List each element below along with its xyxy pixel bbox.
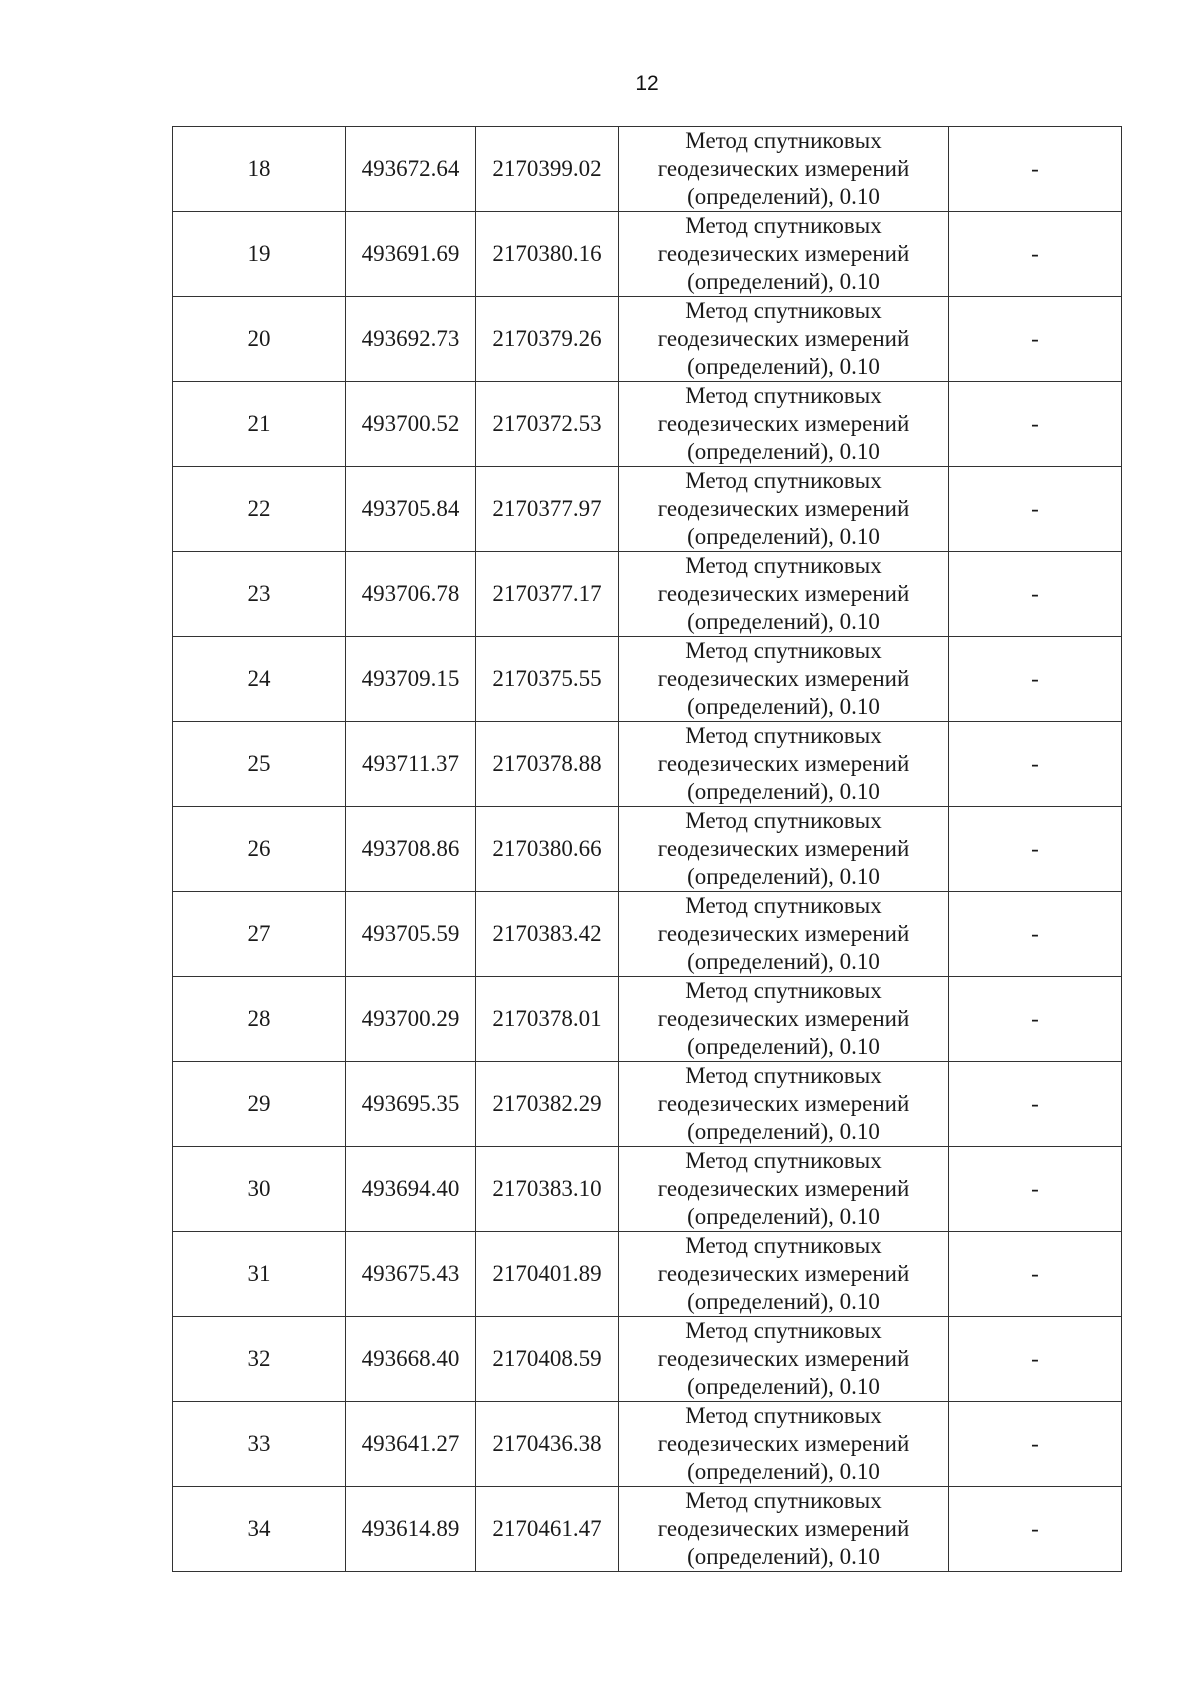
x-coordinate-cell: 493706.78: [346, 552, 476, 637]
method-accuracy-cell: [619, 977, 949, 1062]
point-number-cell: 26: [173, 807, 346, 892]
table-row: [173, 1402, 1122, 1487]
method-text-line: Метод спутниковых: [685, 298, 882, 323]
method-text-line: (определений), 0.10: [687, 184, 880, 209]
y-coordinate-cell: 2170380.16: [476, 212, 619, 297]
method-text-line: (определений), 0.10: [687, 609, 880, 634]
y-coordinate-cell: 2170399.02: [476, 127, 619, 212]
method-text-line: (определений), 0.10: [687, 864, 880, 889]
method-text-line: (определений), 0.10: [687, 1459, 880, 1484]
table-row: [173, 977, 1122, 1062]
point-number-cell: 34: [173, 1487, 346, 1572]
method-text-line: геодезических измерений: [657, 1006, 910, 1031]
method-text-line: геодезических измерений: [657, 1516, 910, 1541]
y-coordinate-cell: 2170372.53: [476, 382, 619, 467]
method-text-line: (определений), 0.10: [687, 694, 880, 719]
method-text-line: (определений), 0.10: [687, 439, 880, 464]
table-row: [173, 1232, 1122, 1317]
note-cell: -: [949, 467, 1122, 552]
y-coordinate-cell: 2170461.47: [476, 1487, 619, 1572]
y-coordinate-cell: 2170379.26: [476, 297, 619, 382]
x-coordinate-cell: 493694.40: [346, 1147, 476, 1232]
method-text-line: Метод спутниковых: [685, 1063, 882, 1088]
note-cell: -: [949, 127, 1122, 212]
table-row: [173, 1317, 1122, 1402]
method-text-line: Метод спутниковых: [685, 893, 882, 918]
y-coordinate-cell: 2170408.59: [476, 1317, 619, 1402]
x-coordinate-cell: 493614.89: [346, 1487, 476, 1572]
y-coordinate-cell: 2170380.66: [476, 807, 619, 892]
method-text-line: геодезических измерений: [657, 921, 910, 946]
note-cell: -: [949, 297, 1122, 382]
note-cell: -: [949, 1402, 1122, 1487]
x-coordinate-cell: 493708.86: [346, 807, 476, 892]
y-coordinate-cell: 2170378.88: [476, 722, 619, 807]
method-accuracy-cell: [619, 1147, 949, 1232]
method-text-line: Метод спутниковых: [685, 723, 882, 748]
note-cell: -: [949, 212, 1122, 297]
x-coordinate-cell: 493695.35: [346, 1062, 476, 1147]
method-accuracy-cell: [619, 722, 949, 807]
x-coordinate-cell: 493705.59: [346, 892, 476, 977]
x-coordinate-cell: 493711.37: [346, 722, 476, 807]
method-text-line: Метод спутниковых: [685, 1233, 882, 1258]
point-number-cell: 28: [173, 977, 346, 1062]
page-number: 12: [635, 72, 659, 95]
method-accuracy-cell: [619, 467, 949, 552]
point-number-cell: 29: [173, 1062, 346, 1147]
method-text-line: геодезических измерений: [657, 1261, 910, 1286]
y-coordinate-cell: 2170383.42: [476, 892, 619, 977]
method-text-line: геодезических измерений: [657, 1431, 910, 1456]
x-coordinate-cell: 493668.40: [346, 1317, 476, 1402]
x-coordinate-cell: 493692.73: [346, 297, 476, 382]
point-number-cell: 21: [173, 382, 346, 467]
method-text-line: (определений), 0.10: [687, 1034, 880, 1059]
y-coordinate-cell: 2170375.55: [476, 637, 619, 722]
point-number-cell: 22: [173, 467, 346, 552]
method-text-line: геодезических измерений: [657, 411, 910, 436]
y-coordinate-cell: 2170378.01: [476, 977, 619, 1062]
x-coordinate-cell: 493709.15: [346, 637, 476, 722]
method-text-line: Метод спутниковых: [685, 383, 882, 408]
method-text-line: Метод спутниковых: [685, 1318, 882, 1343]
point-number-cell: 33: [173, 1402, 346, 1487]
table-body: [173, 127, 1122, 1572]
table-row: [173, 212, 1122, 297]
note-cell: -: [949, 382, 1122, 467]
method-text-line: Метод спутниковых: [685, 1403, 882, 1428]
point-number-cell: 30: [173, 1147, 346, 1232]
method-accuracy-cell: [619, 552, 949, 637]
x-coordinate-cell: 493641.27: [346, 1402, 476, 1487]
method-accuracy-cell: [619, 1232, 949, 1317]
note-cell: -: [949, 552, 1122, 637]
point-number-cell: 20: [173, 297, 346, 382]
point-number-cell: 32: [173, 1317, 346, 1402]
note-cell: -: [949, 722, 1122, 807]
table-row: [173, 807, 1122, 892]
note-cell: -: [949, 637, 1122, 722]
method-text-line: Метод спутниковых: [685, 468, 882, 493]
note-cell: -: [949, 977, 1122, 1062]
table-row: [173, 637, 1122, 722]
method-text-line: геодезических измерений: [657, 156, 910, 181]
table-row: [173, 1147, 1122, 1232]
method-text-line: геодезических измерений: [657, 836, 910, 861]
method-text-line: геодезических измерений: [657, 496, 910, 521]
method-accuracy-cell: [619, 1402, 949, 1487]
point-number-cell: 18: [173, 127, 346, 212]
method-text-line: геодезических измерений: [657, 326, 910, 351]
note-cell: -: [949, 1147, 1122, 1232]
note-cell: -: [949, 892, 1122, 977]
method-accuracy-cell: [619, 1317, 949, 1402]
x-coordinate-cell: 493672.64: [346, 127, 476, 212]
x-coordinate-cell: 493705.84: [346, 467, 476, 552]
table-row: [173, 297, 1122, 382]
y-coordinate-cell: 2170401.89: [476, 1232, 619, 1317]
table-row: [173, 722, 1122, 807]
method-text-line: (определений), 0.10: [687, 1544, 880, 1569]
method-text-line: (определений), 0.10: [687, 779, 880, 804]
method-accuracy-cell: [619, 382, 949, 467]
method-text-line: Метод спутниковых: [685, 978, 882, 1003]
y-coordinate-cell: 2170377.97: [476, 467, 619, 552]
note-cell: -: [949, 1062, 1122, 1147]
x-coordinate-cell: 493691.69: [346, 212, 476, 297]
y-coordinate-cell: 2170377.17: [476, 552, 619, 637]
method-text-line: (определений), 0.10: [687, 1289, 880, 1314]
note-cell: -: [949, 1317, 1122, 1402]
note-cell: -: [949, 807, 1122, 892]
point-number-cell: 19: [173, 212, 346, 297]
method-accuracy-cell: [619, 127, 949, 212]
method-text-line: (определений), 0.10: [687, 524, 880, 549]
table-row: [173, 1062, 1122, 1147]
point-number-cell: 24: [173, 637, 346, 722]
method-text-line: (определений), 0.10: [687, 949, 880, 974]
method-text-line: геодезических измерений: [657, 1091, 910, 1116]
method-text-line: Метод спутниковых: [685, 808, 882, 833]
method-text-line: (определений), 0.10: [687, 354, 880, 379]
method-text-line: Метод спутниковых: [685, 638, 882, 663]
table-row: [173, 382, 1122, 467]
table-row: [173, 467, 1122, 552]
y-coordinate-cell: 2170436.38: [476, 1402, 619, 1487]
method-text-line: Метод спутниковых: [685, 1488, 882, 1513]
point-number-cell: 23: [173, 552, 346, 637]
method-text-line: геодезических измерений: [657, 1176, 910, 1201]
point-number-cell: 25: [173, 722, 346, 807]
method-text-line: (определений), 0.10: [687, 269, 880, 294]
table-row: [173, 892, 1122, 977]
point-number-cell: 27: [173, 892, 346, 977]
y-coordinate-cell: 2170383.10: [476, 1147, 619, 1232]
point-number-cell: 31: [173, 1232, 346, 1317]
method-accuracy-cell: [619, 637, 949, 722]
note-cell: -: [949, 1487, 1122, 1572]
table-row: [173, 552, 1122, 637]
method-text-line: геодезических измерений: [657, 751, 910, 776]
method-text-line: Метод спутниковых: [685, 553, 882, 578]
method-accuracy-cell: [619, 297, 949, 382]
method-text-line: (определений), 0.10: [687, 1374, 880, 1399]
method-accuracy-cell: [619, 892, 949, 977]
coordinates-table: [172, 126, 1122, 1572]
method-text-line: геодезических измерений: [657, 241, 910, 266]
method-text-line: геодезических измерений: [657, 581, 910, 606]
method-accuracy-cell: [619, 1487, 949, 1572]
y-coordinate-cell: 2170382.29: [476, 1062, 619, 1147]
method-text-line: (определений), 0.10: [687, 1119, 880, 1144]
method-accuracy-cell: [619, 1062, 949, 1147]
method-text-line: (определений), 0.10: [687, 1204, 880, 1229]
method-accuracy-cell: [619, 212, 949, 297]
x-coordinate-cell: 493700.29: [346, 977, 476, 1062]
table-row: [173, 127, 1122, 212]
method-text-line: Метод спутниковых: [685, 128, 882, 153]
method-text-line: геодезических измерений: [657, 666, 910, 691]
x-coordinate-cell: 493675.43: [346, 1232, 476, 1317]
method-text-line: Метод спутниковых: [685, 213, 882, 238]
note-cell: -: [949, 1232, 1122, 1317]
method-text-line: геодезических измерений: [657, 1346, 910, 1371]
table-row: [173, 1487, 1122, 1572]
method-accuracy-cell: [619, 807, 949, 892]
x-coordinate-cell: 493700.52: [346, 382, 476, 467]
method-text-line: Метод спутниковых: [685, 1148, 882, 1173]
